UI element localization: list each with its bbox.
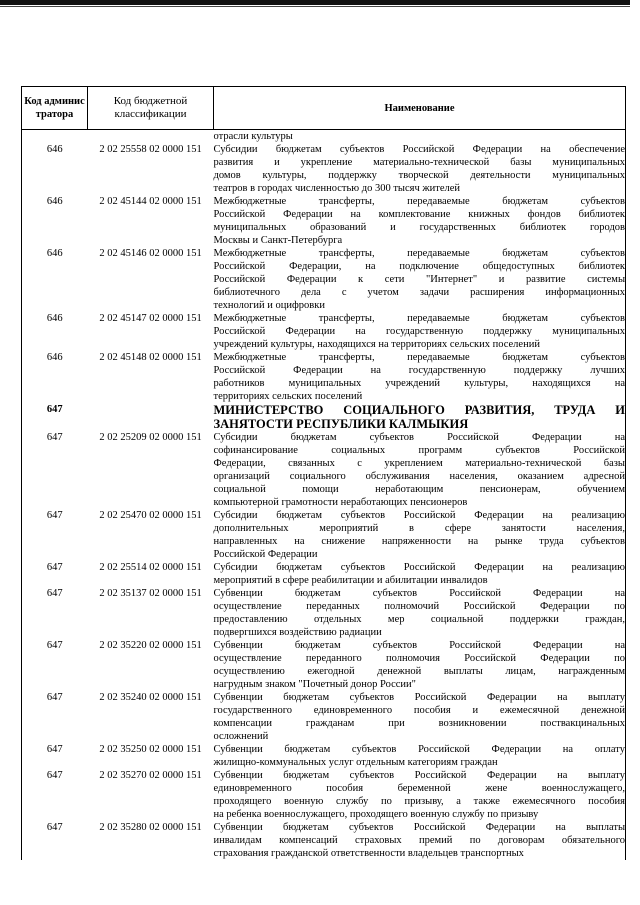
- table-body: [22, 130, 626, 861]
- name-line: осуществление переданного полномочия Российской Федерации по: [213, 653, 625, 664]
- ministry-heading-row: [22, 403, 626, 431]
- budget-code-cell: 2 02 35220 02 0000 151: [99, 640, 202, 651]
- admin-code-cell: 647: [22, 691, 88, 743]
- name-line: Субвенции бюджетам субъектов Российской Федерации на выплаты: [213, 822, 625, 833]
- admin-code-cell: 646: [22, 143, 88, 195]
- budget-code-cell: 2 02 35270 02 0000 151: [99, 770, 202, 781]
- name-line: Межбюджетные трансферты, передаваемые бюджетам субъектов: [213, 352, 625, 363]
- name-cell: [214, 821, 626, 860]
- name-line: осуществлению ежегодной денежной выплаты лицам, награжденным: [213, 666, 625, 677]
- name-line: подвергшихся воздействию радиации: [213, 627, 382, 638]
- name-line: Субвенции бюджетам субъектов Российской Федерации на: [213, 588, 625, 599]
- name-line: Субвенции бюджетам субъектов Российской Федерации на: [213, 640, 625, 651]
- name-line: компенсации гражданам при возникновении поствакцинальных: [213, 718, 625, 729]
- name-line: Субвенции бюджетам субъектов Российской Федерации на оплату: [213, 744, 625, 755]
- name-line: жилищно-коммунальных услуг отдельным категориям граждан: [213, 757, 498, 768]
- name-cell: [214, 351, 626, 403]
- name-line: Российской Федерации на комплектование книжных фондов библиотек: [213, 209, 625, 220]
- name-line: Российской Федерации на государственную поддержку лучших: [213, 365, 625, 376]
- table-row: [22, 247, 626, 312]
- name-line: территориях сельских поселений: [213, 391, 363, 402]
- admin-code-cell: 646: [22, 351, 88, 403]
- table-row: [22, 639, 626, 691]
- name-line: Российской Федерации, на подключение общедоступных библиотек: [213, 261, 625, 272]
- budget-code-cell: 2 02 35280 02 0000 151: [99, 822, 202, 833]
- name-line: организаций социального обслуживания населения, оказанием адресной: [213, 471, 625, 482]
- name-line: Субвенции бюджетам субъектов Российской Федерации на выплату: [213, 692, 625, 703]
- name-cell: [214, 312, 626, 351]
- name-cell: [214, 130, 626, 144]
- name-line: ЗАНЯТОСТИ РЕСПУБЛИКИ КАЛМЫКИЯ: [213, 417, 469, 431]
- table-row: [22, 130, 626, 144]
- name-line: социальной помощи неработающим пенсионерам, обучением: [213, 484, 625, 495]
- name-line: дополнительных мероприятий в сфере занятости населения,: [213, 523, 625, 534]
- name-line: отрасли культуры: [213, 131, 293, 142]
- header-name: Наименование: [214, 87, 626, 130]
- budget-code-cell: 2 02 35240 02 0000 151: [99, 692, 202, 703]
- budget-code-cell: 2 02 45144 02 0000 151: [99, 196, 202, 207]
- admin-code-cell: 647: [22, 403, 88, 431]
- budget-code-cell: 2 02 45147 02 0000 151: [99, 313, 202, 324]
- admin-code-cell: 646: [22, 247, 88, 312]
- budget-code-cell: 2 02 35250 02 0000 151: [99, 744, 202, 755]
- name-line: развития и укрепление материально-технической базы муниципальных: [213, 157, 625, 168]
- admin-code-cell: [22, 130, 88, 144]
- name-line: МИНИСТЕРСТВО СОЦИАЛЬНОГО РАЗВИТИЯ, ТРУДА И: [213, 403, 625, 417]
- admin-code-cell: 646: [22, 312, 88, 351]
- table-row: [22, 561, 626, 587]
- name-line: технологий и оцифровки: [213, 300, 325, 311]
- table-row: [22, 431, 626, 509]
- header-admin-code: Код админис тратора: [22, 87, 88, 130]
- table-row: [22, 743, 626, 769]
- table-row: [22, 691, 626, 743]
- budget-code-cell: 2 02 25470 02 0000 151: [99, 510, 202, 521]
- name-line: Москвы и Санкт-Петербурга: [213, 235, 343, 246]
- name-cell: [214, 639, 626, 691]
- name-line: страхования гражданской ответственности владельцев транспортных: [213, 848, 524, 859]
- top-border-line-thin: [0, 6, 630, 7]
- budget-code-cell: [88, 403, 214, 431]
- top-border-line: [0, 0, 630, 5]
- name-line: библиотечного дела с учетом задачи расширения информационных: [213, 287, 625, 298]
- name-line: Межбюджетные трансферты, передаваемые бюджетам субъектов: [213, 248, 625, 259]
- name-line: осложнений: [213, 731, 269, 742]
- admin-code-cell: 647: [22, 821, 88, 860]
- budget-code-cell: 2 02 45148 02 0000 151: [99, 352, 202, 363]
- name-line: домов культуры, поддержку творческой деятельности муниципальных: [213, 170, 625, 181]
- name-line: предоставлению отдельных мер социальной поддержки граждан,: [213, 614, 625, 625]
- admin-code-cell: 647: [22, 769, 88, 821]
- name-line: Федерации, связанных с укреплением материально-технической базы: [213, 458, 625, 469]
- name-line: учреждений культуры, находящихся на территориях сельских поселений: [213, 339, 540, 350]
- table-row: [22, 143, 626, 195]
- budget-code-cell: 2 02 25209 02 0000 151: [99, 432, 202, 443]
- name-line: Межбюджетные трансферты, передаваемые бюджетам субъектов: [213, 196, 625, 207]
- name-cell: [214, 587, 626, 639]
- name-line: на ребенка военнослужащего, проходящего военную службу по призыву: [213, 809, 539, 820]
- name-line: софинансирование социальных программ субъектов Российской: [213, 445, 625, 456]
- name-line: Субсидии бюджетам субъектов Российской Федерации на обеспечение: [213, 144, 625, 155]
- name-line: мероприятий в сфере реабилитации и абилитации инвалидов: [213, 575, 488, 586]
- name-cell: [214, 403, 626, 431]
- name-line: инвалидам компенсаций страховых премий по договорам обязательного: [213, 835, 625, 846]
- name-line: Субсидии бюджетам субъектов Российской Федерации на реализацию: [213, 562, 625, 573]
- name-line: муниципальных образований и государственных библиотек городов: [213, 222, 625, 233]
- header-budget-code: Код бюджетной классификации: [88, 87, 214, 130]
- admin-code-cell: 647: [22, 743, 88, 769]
- name-line: единовременного пособия беременной жене военнослужащего,: [213, 783, 625, 794]
- admin-code-cell: 646: [22, 195, 88, 247]
- name-line: Российской Федерации: [213, 549, 318, 560]
- budget-code-cell: 2 02 25514 02 0000 151: [99, 562, 202, 573]
- table-row: [22, 587, 626, 639]
- table-row: [22, 769, 626, 821]
- name-line: театров в городах численностью до 300 тысяч жителей: [213, 183, 461, 194]
- table-row: [22, 821, 626, 860]
- admin-code-cell: 647: [22, 639, 88, 691]
- name-cell: [214, 691, 626, 743]
- name-line: Российской Федерации на государственную поддержку муниципальных: [213, 326, 625, 337]
- admin-code-cell: 647: [22, 587, 88, 639]
- admin-code-cell: 647: [22, 431, 88, 509]
- budget-code-cell: 2 02 25558 02 0000 151: [99, 144, 202, 155]
- name-cell: [214, 769, 626, 821]
- name-cell: [214, 195, 626, 247]
- admin-code-cell: 647: [22, 509, 88, 561]
- budget-classification-table: [21, 86, 626, 860]
- name-line: Межбюджетные трансферты, передаваемые бюджетам субъектов: [213, 313, 625, 324]
- budget-code-cell: 2 02 45146 02 0000 151: [99, 248, 202, 259]
- budget-code-cell: [88, 130, 214, 144]
- name-line: Субсидии бюджетам субъектов Российской Федерации на реализацию: [213, 510, 625, 521]
- name-line: компьютерной грамотности неработающих пенсионеров: [213, 497, 468, 508]
- name-line: осуществление переданных полномочий Российской Федерации по: [213, 601, 625, 612]
- name-cell: [214, 561, 626, 587]
- name-cell: [214, 743, 626, 769]
- name-cell: [214, 247, 626, 312]
- name-line: проходящего военную службу по призыву, а также ежемесячного пособия: [213, 796, 625, 807]
- table-row: [22, 312, 626, 351]
- table-header-row: [22, 87, 626, 130]
- budget-code-cell: 2 02 35137 02 0000 151: [99, 588, 202, 599]
- name-line: Субвенции бюджетам субъектов Российской Федерации на выплату: [213, 770, 625, 781]
- name-line: направленных на снижение напряженности на рынке труда субъектов: [213, 536, 625, 547]
- table-row: [22, 195, 626, 247]
- table-row: [22, 509, 626, 561]
- table-row: [22, 351, 626, 403]
- name-line: Российской Федерации к сети "Интернет" и развитие системы: [213, 274, 625, 285]
- name-line: Субсидии бюджетам субъектов Российской Федерации на: [213, 432, 625, 443]
- name-cell: [214, 509, 626, 561]
- name-line: нагрудным знаком "Почетный донор России": [213, 679, 416, 690]
- name-cell: [214, 143, 626, 195]
- name-cell: [214, 431, 626, 509]
- name-line: государственного единовременного пособия и ежемесячной денежной: [213, 705, 625, 716]
- name-line: работников муниципальных учреждений культуры, находящихся на: [213, 378, 625, 389]
- admin-code-cell: 647: [22, 561, 88, 587]
